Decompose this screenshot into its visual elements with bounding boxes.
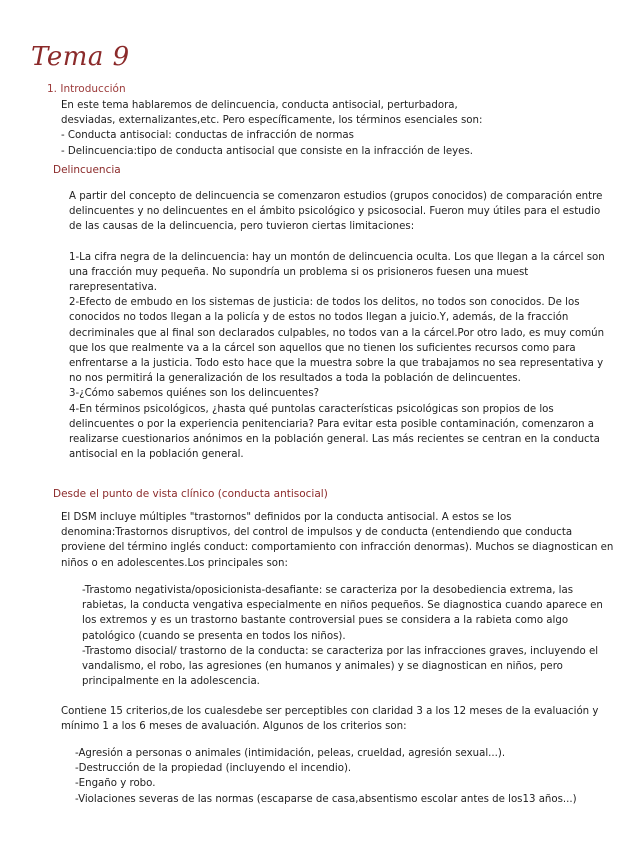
def-antisocial: - Conducta antisocial: conductas de infracción de normas [61, 130, 354, 142]
disorder-item: -Trastomo negativista/oposicionista-desafiante: se caracteriza por la desobediencia extrema, las rabietas, la conducta vengativa especialmente en niños pequeños. Se diagnostica cuando aparece en los extremos y es un trastorno bastante controversial pues se considera a la rabieta como algo patológico (cuando se presenta en todos los niños). [82, 585, 603, 642]
limitation-item: 1-La cifra negra de la delincuencia: hay un montón de delincuencia oculta. Los que llegan a la cárcel son una fracción muy pequeña. No supondría un problema si os prisioneros fuesen una muest rarepresentativa. [69, 251, 605, 294]
limitation-item: 2-Efecto de embudo en los sistemas de justicia: de todos los delitos, no todos son conocidos. De los conocidos no todos llegan a la policía y de estos no todos llegan a juicio.Y, además, de la fracción decriminales que al final son declarados culpables, no todos van a la cárcel.Por otro lado, es muy común que los que realmente va a la cárcel son aquellos que no tienen los suficientes recursos como para enfrentarse a la justicia. Todo esto hace que la muestra sobre la que trabajamos no sea representativa y no nos permitirá la generalización de los resultados a toda la población de delincuentes. [69, 297, 605, 385]
delincuencia-section [69, 189, 615, 462]
criteria-intro-block [61, 704, 601, 734]
intro-text: En este tema hablaremos de delincuencia, conducta antisocial, perturbadora, desviadas, externalizantes,etc. Pero específicamente, los términos esenciales son: [61, 100, 483, 127]
def-delincuencia: - Delincuencia:tipo de conducta antisocial que consiste en la infracción de leyes. [61, 145, 473, 157]
clinico-intro: El DSM incluye múltiples "trastornos" definidos por la conducta antisocial. A estos se los denomina:Trastornos disruptivos, del control de impulsos y de conducta (entendiendo que conducta proviene del término inglés conduct: comportamiento con infracción denormas). Muchos se diagnostican en niños o en adolescentes.Los principales son: [61, 512, 614, 569]
criteria-intro: Contiene 15 criterios,de los cualesdebe ser perceptibles con claridad 3 a los 12 meses de la evaluación y mínimo 1 a los 6 meses de avaluación. Algunos de los criterios son: [61, 706, 599, 733]
delincuencia-heading: Delincuencia [53, 164, 121, 176]
limitation-item: 4-En términos psicológicos, ¿hasta qué puntolas características psicológicas son propios de los delincuentes o por la experiencia penitenciaria? Para evitar esta posible contaminación, comenzaron a realizarse cuestionarios anónimos en la población general. Las más recientes se centran en la conducta antisocial en la población general. [69, 403, 600, 461]
intro-heading: 1. Introducción [47, 83, 126, 95]
criteria-item: -Violaciones severas de las normas (escaparse de casa,absentismo escolar antes de los13 años...) [75, 793, 577, 805]
clinico-heading: Desde el punto de vista clínico (conducta antisocial) [53, 488, 328, 500]
disorder-item: -Trastomo disocial/ trastorno de la conducta: se caracteriza por las infracciones graves, incluyendo el vandalismo, el robo, las agresiones (en humanos y animales) y se diagnostican en niños, pero principalmente en la adolescencia. [82, 645, 599, 688]
disorders-list [82, 583, 617, 689]
criteria-item: -Agresión a personas o animales (intimidación, peleas, crueldad, agresión sexual...). [75, 748, 506, 759]
intro-section [61, 98, 501, 159]
criteria-item: -Destrucción de la propiedad (incluyendo el incendio). [75, 763, 352, 775]
clinico-intro-block [61, 510, 617, 571]
delincuencia-intro: A partir del concepto de delincuencia se comenzaron estudios (grupos conocidos) de comparación entre delincuentes y no delincuentes en el ámbito psicológico y psicosocial. Fueron muy útiles para el estudio de las causas de la delincuencia, pero tuvieron ciertas limitaciones: [69, 191, 603, 233]
limitation-item: 3-¿Cómo sabemos quiénes son los delincuentes? [69, 388, 320, 400]
criteria-list [75, 746, 615, 807]
criteria-item: -Engaño y robo. [75, 778, 156, 790]
page-title: Tema 9 [31, 42, 130, 72]
